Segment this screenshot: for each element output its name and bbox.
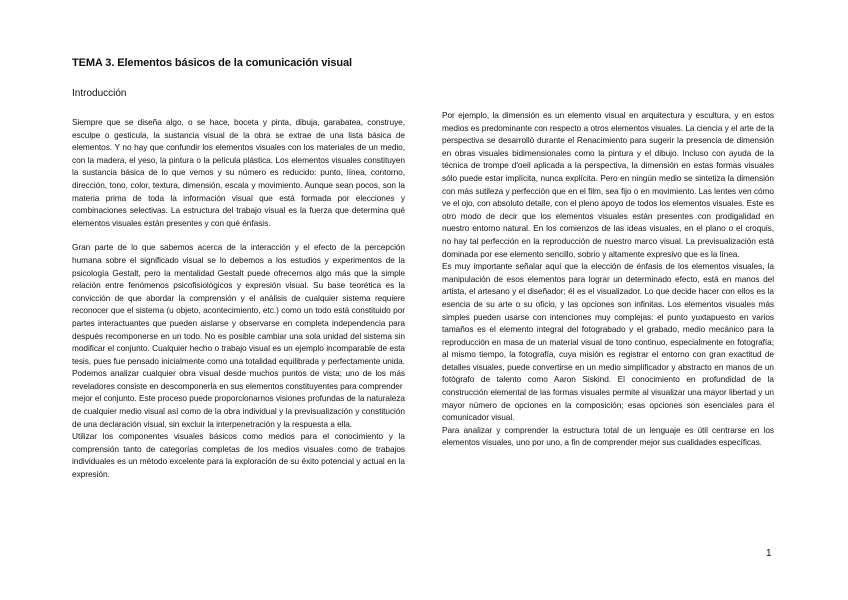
right-column xyxy=(442,109,774,449)
paragraph: Gran parte de lo que sabemos acerca de la interacción y el efecto de la percepción humana sobre el significado visual se lo debemos a los estudios y experimentos de la psicología Gestalt, pero la mentalidad Gestalt puede ofrecernos algo más que la simple relación entre fenómenos psicofisiológicos y expresión visual. Su base teorética es la convicción de que abordar la comprensión y el análisis de cualquier sistema requiere reconocer que el sistema (u objeto, acontecimiento, etc.) como un todo está constituido por partes interactuantes que pueden aislarse y observarse en completa independencia para después recomponerse en un todo. No es posible cambiar una sola unidad del sistema sin modificar el conjunto. Cualquier hecho o trabajo visual es un ejemplo incomparable de esta tesis, pues fue pensado inicialmente como una totalidad equilibrada y perfectamente unida. Podemos analizar cualquier obra visual desde muchos puntos de vista; uno de los más reveladores consiste en descomponerla en sus elementos constituyentes para comprender xyxy=(72,242,405,391)
section-heading: Introducción xyxy=(72,88,127,99)
paragraph: Siempre que se diseña algo, o se hace, boceta y pinta, dibuja, garabatea, construye, esculpe o gesticula, la sustancia visual de la obra se extrae de una lista básica de elementos. Y no hay que confundir los elementos visuales con los materiales de un medio, con la madera, el yeso, la pintura o la película plástica. Los elementos visuales constituyen la sustancia básica de lo que vemos y su número es reducido: punto, línea, contorno, dirección, tono, color, textura, dimensión, escala y movimiento. Aunque sean pocos, son la materia prima de toda la información visual que está formada por elecciones y combinaciones selectivas. La estructura del trabajo visual es la fuerza que determina qué elementos visuales están presentes y con qué énfasis. xyxy=(72,117,405,228)
document-title: TEMA 3. Elementos básicos de la comunicación visual xyxy=(72,57,352,69)
paragraph: Por ejemplo, la dimensión es un elemento visual en arquitectura y escultura, y en estos medios es predominante con respecto a otros elementos visuales. La ciencia y el arte de la perspectiva se desarrolló durante el Renacimiento para sugerir la presencia de dimensión en obras visuales bidimensionales como la pintura y el dibujo. Incluso con ayuda de la técnica de trompe d'oeil aplicada a la perspectiva, la dimensión en estas formas visuales sólo puede estar implícita, nunca explícita. Pero en ningún medio se sintetiza la dimensión con más sutileza y perfección que en el film, sea fijo o en movimiento. Las lentes ven cómo ve el ojo, con absoluto detalle, con el pleno apoyo de todos los elementos visuales. Este es otro modo de decir que los elementos visuales están presentes con prodigalidad en nuestro entorno natural. En los comienzos de las ideas visuales, en el plano o el croquis, no hay tal perfección en la reproducción de nuestro marco visual. La previsualización está dominada por ese elemento sencillo, sobrio y altamente expresivo que es la línea. xyxy=(442,110,774,259)
paragraph: Para analizar y comprender la estructura total de un lenguaje es útil centrarse en los elementos visuales, uno por uno, a fin de comprender mejor sus cualidades específicas. xyxy=(442,424,774,448)
left-column xyxy=(72,116,405,481)
paragraph: mejor el conjunto. Este proceso puede proporcionarnos visiones profundas de la naturaleza de cualquier medio visual así como de la obra individual y la previsualización y constitución de una declaración visual, sin excluir la interpenetración y la respuesta a ella. xyxy=(72,393,405,429)
paragraph: Es muy importante señalar aquí que la elección de énfasis de los elementos visuales, la manipulación de esos elementos para lograr un determinado efecto, está en manos del artista, el artesano y el diseñador; él es el visualizador. Lo que decide hacer con ellos es la esencia de su arte o su oficio, y las opciones son infinitas. Los elementos visuales más simples pueden usarse con intenciones muy complejas: el punto yuxtapuesto en varios tamaños es el elemento integral del fotograbado y el grabado, medio mecánico para la reproducción en masa de un material visual de tono continuo, especialmente en fotografía; al mismo tiempo, la fotografía, cuya misión es registrar el entorno con gran exactitud de detalles visuales, puede convertirse en un medio simplificador y abstracto en manos de un fotógrafo de talento como Aaron Siskind. El conocimiento en profundidad de la construcción elemental de las formas visuales permite al visualizar una mayor libertad y un mayor número de opciones en la composición; esas opciones son esenciales para el comunicador visual. xyxy=(442,261,774,423)
paragraph: Utilizar los componentes visuales básicos como medios para el conocimiento y la comprensión tanto de categorías completas de los medios visuales como de trabajos individuales es un método excelente para la exploración de su éxito potencial y actual en la expresión. xyxy=(72,431,405,480)
paragraph-gap xyxy=(72,229,405,241)
page-number: 1 xyxy=(766,548,772,559)
